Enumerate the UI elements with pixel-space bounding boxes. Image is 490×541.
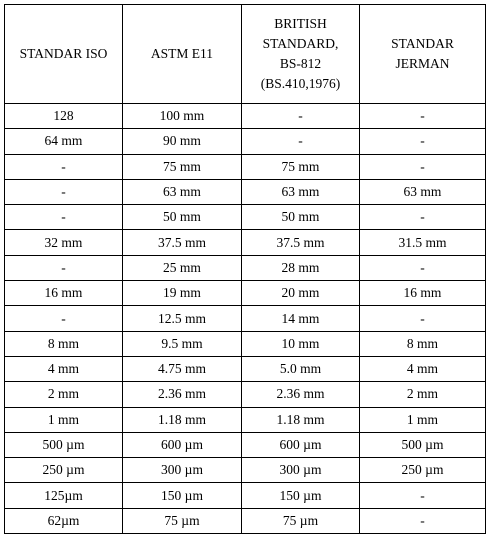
table-row	[5, 306, 486, 331]
table-row	[5, 205, 486, 230]
table-cell: 37.5 mm	[123, 230, 242, 255]
header-text-line: JERMAN	[395, 56, 450, 71]
table-row	[5, 508, 486, 533]
header-text-line: BRITISH	[274, 16, 327, 31]
sieve-standards-table	[4, 4, 486, 534]
table-row	[5, 129, 486, 154]
table-cell: 19 mm	[123, 281, 242, 306]
table-cell: 2 mm	[5, 382, 123, 407]
table-cell: 63 mm	[360, 179, 486, 204]
table-row	[5, 407, 486, 432]
table-row	[5, 179, 486, 204]
table-row	[5, 458, 486, 483]
table-cell: 20 mm	[242, 281, 360, 306]
table-cell: 63 mm	[123, 179, 242, 204]
table-cell: 50 mm	[242, 205, 360, 230]
table-cell: 75 µm	[242, 508, 360, 533]
table-cell: 1.18 mm	[123, 407, 242, 432]
table-cell: 600 µm	[242, 432, 360, 457]
table-cell: -	[360, 255, 486, 280]
table-row	[5, 281, 486, 306]
table-cell: -	[5, 306, 123, 331]
table-cell: -	[360, 154, 486, 179]
table-cell: 9.5 mm	[123, 331, 242, 356]
table-row	[5, 432, 486, 457]
table-body	[5, 104, 486, 534]
table-cell: 12.5 mm	[123, 306, 242, 331]
table-cell: 100 mm	[123, 104, 242, 129]
table-row	[5, 382, 486, 407]
table-cell: -	[360, 483, 486, 508]
table-row	[5, 356, 486, 381]
table-cell: 14 mm	[242, 306, 360, 331]
table-cell: 75 µm	[123, 508, 242, 533]
table-cell: 150 µm	[242, 483, 360, 508]
table-cell: 4 mm	[360, 356, 486, 381]
table-cell: 2.36 mm	[123, 382, 242, 407]
table-cell: 600 µm	[123, 432, 242, 457]
header-british-standard	[242, 5, 360, 104]
table-cell: 250 µm	[5, 458, 123, 483]
table-row	[5, 154, 486, 179]
table-cell: 150 µm	[123, 483, 242, 508]
table-cell: -	[5, 179, 123, 204]
table-cell: 90 mm	[123, 129, 242, 154]
table-cell: 25 mm	[123, 255, 242, 280]
table-cell: 37.5 mm	[242, 230, 360, 255]
table-cell: 64 mm	[5, 129, 123, 154]
table-cell: 63 mm	[242, 179, 360, 204]
table-cell: 2.36 mm	[242, 382, 360, 407]
table-cell: 1.18 mm	[242, 407, 360, 432]
table-cell: 50 mm	[123, 205, 242, 230]
table-cell: 5.0 mm	[242, 356, 360, 381]
header-text-line: BS-812	[279, 56, 322, 71]
sieve-standards-table-container	[4, 4, 486, 534]
table-cell: -	[242, 129, 360, 154]
table-cell: -	[360, 129, 486, 154]
table-cell: 75 mm	[123, 154, 242, 179]
table-cell: 75 mm	[242, 154, 360, 179]
header-text-line: STANDARD,	[262, 36, 339, 51]
table-cell: -	[5, 255, 123, 280]
table-cell: 32 mm	[5, 230, 123, 255]
table-cell: 8 mm	[360, 331, 486, 356]
table-cell: 8 mm	[5, 331, 123, 356]
table-cell: 300 µm	[242, 458, 360, 483]
header-standar-jerman	[360, 5, 486, 104]
table-cell: 500 µm	[360, 432, 486, 457]
header-text-line: STANDAR	[391, 36, 454, 51]
table-cell: 62µm	[5, 508, 123, 533]
table-cell: -	[360, 104, 486, 129]
table-row	[5, 331, 486, 356]
table-cell: 16 mm	[360, 281, 486, 306]
header-text-line: (BS.410,1976)	[260, 76, 341, 91]
table-cell: -	[360, 306, 486, 331]
table-cell: 4 mm	[5, 356, 123, 381]
table-cell: 125µm	[5, 483, 123, 508]
table-row	[5, 255, 486, 280]
table-cell: -	[360, 508, 486, 533]
header-text-line: STANDAR ISO	[19, 46, 108, 61]
table-cell: 128	[5, 104, 123, 129]
table-cell: 28 mm	[242, 255, 360, 280]
header-text-line: ASTM E11	[150, 46, 214, 61]
table-cell: 300 µm	[123, 458, 242, 483]
table-cell: 500 µm	[5, 432, 123, 457]
table-cell: 1 mm	[5, 407, 123, 432]
table-cell: -	[5, 154, 123, 179]
table-cell: 16 mm	[5, 281, 123, 306]
table-cell: 2 mm	[360, 382, 486, 407]
table-row	[5, 483, 486, 508]
header-astm-e11	[123, 5, 242, 104]
table-cell: -	[360, 205, 486, 230]
table-cell: 1 mm	[360, 407, 486, 432]
table-cell: 31.5 mm	[360, 230, 486, 255]
table-cell: -	[242, 104, 360, 129]
table-cell: 4.75 mm	[123, 356, 242, 381]
header-row	[5, 5, 486, 104]
table-header	[5, 5, 486, 104]
table-row	[5, 104, 486, 129]
table-cell: 250 µm	[360, 458, 486, 483]
table-row	[5, 230, 486, 255]
table-cell: 10 mm	[242, 331, 360, 356]
table-cell: -	[5, 205, 123, 230]
header-standar-iso	[5, 5, 123, 104]
